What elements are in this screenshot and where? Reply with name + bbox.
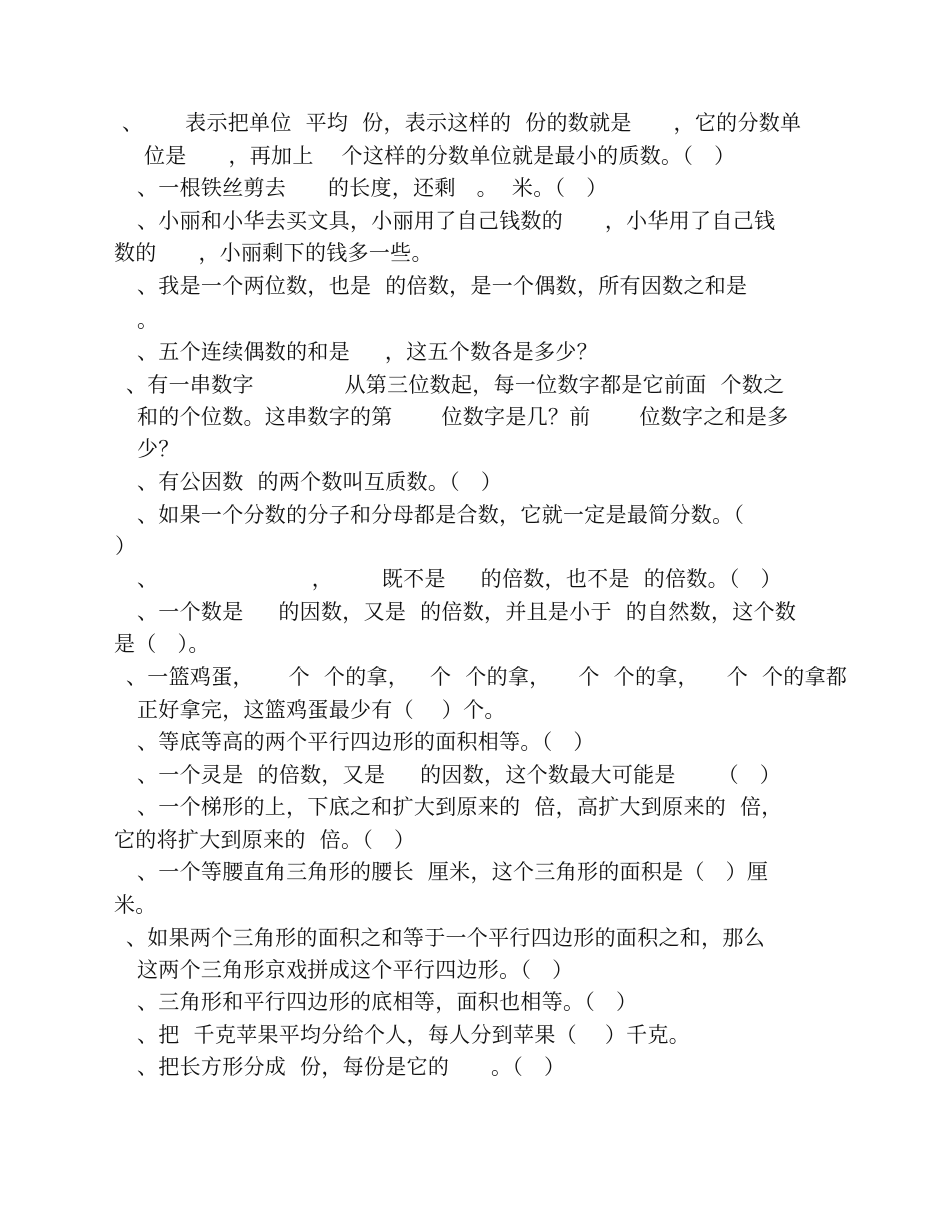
text-line: 、如果两个三角形的面积之和等于一个平行四边形的面积之和，那么 bbox=[126, 926, 765, 950]
text-line: 、我是一个两位数，也是 的倍数，是一个偶数，所有因数之和是 bbox=[137, 274, 748, 298]
text-line: ） bbox=[115, 534, 137, 558]
text-line: 、小丽和小华去买文具，小丽用了自己钱数的 ，小华用了自己钱 bbox=[137, 209, 776, 233]
text-line: 它的将扩大到原来的 倍。（ ） bbox=[114, 828, 416, 852]
text-line: 米。 bbox=[114, 893, 157, 917]
text-line: 、一个数是 的因数，又是 的倍数，并且是小于 的自然数，这个数 bbox=[137, 600, 797, 624]
text-line: 少？ bbox=[137, 437, 180, 461]
text-line: 、一个灵是 的倍数，又是 的因数，这个数最大可能是 （ ） bbox=[137, 763, 782, 787]
text-line: 、 ， 既不是 的倍数，也不是 的倍数。（ ） bbox=[137, 567, 782, 591]
text-line: 、三角形和平行四边形的底相等，面积也相等。（ ） bbox=[137, 990, 638, 1014]
text-line: 是（ ）。 bbox=[114, 632, 210, 656]
text-line: 、五个连续偶数的和是 ，这五个数各是多少？ bbox=[137, 340, 598, 364]
text-line: 、一篮鸡蛋， 个 个的拿， 个 个的拿， 个 个的拿， 个 个的拿都 bbox=[126, 665, 848, 689]
text-line: 、如果一个分数的分子和分母都是合数，它就一定是最简分数。（ bbox=[137, 503, 745, 527]
text-line: 、把 千克苹果平均分给个人，每人分到苹果（ ）千克。 bbox=[137, 1023, 691, 1047]
text-line: 、有公因数 的两个数叫互质数。（ ） bbox=[137, 470, 503, 494]
text-line: 、等底等高的两个平行四边形的面积相等。（ ） bbox=[137, 730, 595, 754]
text-line: 。 bbox=[137, 308, 159, 332]
text-line: 数的 ，小丽剩下的钱多一些。 bbox=[114, 241, 433, 265]
text-line: 、一个梯形的上，下底之和扩大到原来的 倍，高扩大到原来的 倍， bbox=[137, 795, 783, 819]
text-line: 和的个位数。这串数字的第 位数字是几？前 位数字之和是多 bbox=[137, 405, 789, 429]
text-line: 位是 ，再加上 个这样的分数单位就是最小的质数。（ ） bbox=[144, 144, 736, 168]
text-line: 这两个三角形京戏拼成这个平行四边形。（ ） bbox=[137, 958, 574, 982]
text-line: 、一根铁丝剪去 的长度，还剩 。 米。（ ） bbox=[137, 176, 608, 200]
text-line: 、一个等腰直角三角形的腰长 厘米，这个三角形的面积是（ ）厘 bbox=[137, 860, 769, 884]
text-line: 、有一串数字 从第三位数起，每一位数字都是它前面 个数之 bbox=[126, 373, 785, 397]
text-line: 、 表示把单位 平均 份，表示这样的 份的数就是 ，它的分数单 bbox=[122, 111, 802, 135]
text-line: 、把长方形分成 份，每份是它的 。（ ） bbox=[137, 1055, 566, 1079]
text-line: 正好拿完，这篮鸡蛋最少有（ ）个。 bbox=[137, 698, 506, 722]
